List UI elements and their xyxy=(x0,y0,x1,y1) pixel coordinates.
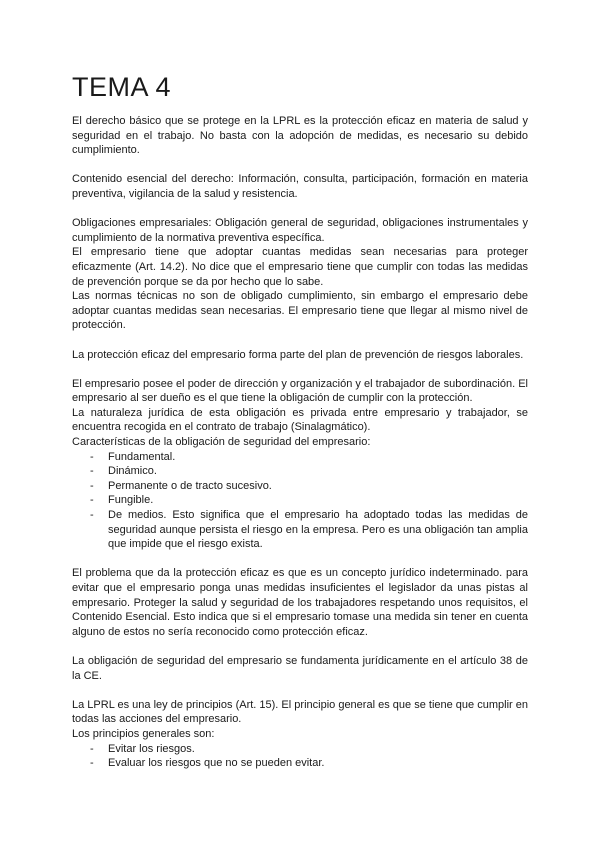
paragraph-normas-tecnicas: Las normas técnicas no son de obligado cumplimiento, sin embargo el empresario debe adoptar cuantas medidas sean necesarias. El empresario tiene que llegar al mismo nivel de protección. xyxy=(72,290,528,332)
dash-marker: - xyxy=(90,494,94,507)
dash-marker: - xyxy=(90,742,94,755)
paragraph-concepto-indeterminado: El problema que da la protección eficaz es que es un concepto jurídico indeterminado. para evitar que el empresario ponga unas medidas insuficientes el legislador da unas pistas al empresario. Proteger la salud y seguridad de los trabajadores respetando unos requisitos, el Contenido Esencial. Esto indica que si el empresario tomase una medida sin tener en cuenta alguno de estos no sería reconocido como protección eficaz. xyxy=(72,567,528,638)
paragraph-naturaleza-juridica: La naturaleza jurídica de esta obligación es privada entre empresario y trabajador, se encuentra recogida en el contrato de trabajo (Sinalagmático). xyxy=(72,406,528,434)
paragraph-poder-direccion: El empresario posee el poder de dirección y organización y el trabajador de subordinación. El empresario al ser dueño es el que tiene la obligación de cumplir con la protección. xyxy=(72,377,528,405)
spacer xyxy=(72,552,528,567)
paragraph-adoptar-medidas: El empresario tiene que adoptar cuantas medidas sean necesarias para proteger eficazmente (Art. 14.2). No dice que el empresario tiene que cumplir con todas las medidas de prevención porque se da por hecho que lo sabe. xyxy=(72,246,528,288)
list-item: - Fundamental. xyxy=(90,450,176,463)
paragraph-plan-prevencion: La protección eficaz del empresario forma parte del plan de prevención de riesgos laborales. xyxy=(72,348,524,361)
spacer xyxy=(72,639,528,654)
paragraph-ley-principios: La LPRL es una ley de principios (Art. 15). El principio general es que se tiene que cumplir en todas las acciones del empresario. xyxy=(72,698,528,726)
list-item: - Evaluar los riesgos que no se pueden evitar. xyxy=(90,757,325,770)
caracteristicas-list xyxy=(72,450,528,552)
document-page xyxy=(72,70,528,771)
paragraph-articulo-38: La obligación de seguridad del empresario se fundamenta jurídicamente en el artículo 38 de la CE. xyxy=(72,654,528,682)
page-title: TEMA 4 xyxy=(72,72,172,102)
paragraph-principios-heading: Los principios generales son: xyxy=(72,727,215,740)
spacer xyxy=(72,683,528,698)
list-item: - Fungible. xyxy=(90,494,154,507)
paragraph-caracteristicas-heading: Características de la obligación de seguridad del empresario: xyxy=(72,436,371,449)
spacer xyxy=(72,333,528,348)
dash-marker: - xyxy=(90,757,94,770)
dash-marker: - xyxy=(90,465,94,478)
spacer xyxy=(72,362,528,377)
paragraph-contenido-esencial: Contenido esencial del derecho: Información, consulta, participación, formación en materia preventiva, vigilancia de la salud y resistencia. xyxy=(72,173,528,200)
dash-marker: - xyxy=(90,479,94,492)
principios-list xyxy=(72,742,528,771)
spacer xyxy=(72,158,528,173)
paragraph-intro: El derecho básico que se protege en la LPRL es la protección eficaz en materia de salud y seguridad en el trabajo. No basta con la adopción de medidas, es necesario su debido cumplimiento. xyxy=(72,115,528,157)
list-item: - Evitar los riesgos. xyxy=(90,742,195,755)
list-item: - De medios. Esto significa que el empresario ha adoptado todas las medidas de seguridad aunque persista el riesgo en la empresa. Pero es una obligación tan amplia que impide que el riesgo exista. xyxy=(90,509,528,551)
spacer xyxy=(72,202,528,217)
paragraph-obligaciones: Obligaciones empresariales: Obligación general de seguridad, obligaciones instrumentales y cumplimiento de la normativa preventiva específica. xyxy=(72,217,528,244)
list-item: - Dinámico. xyxy=(90,465,157,478)
list-item: - Permanente o de tracto sucesivo. xyxy=(90,479,272,492)
dash-marker: - xyxy=(90,450,94,463)
dash-marker: - xyxy=(90,509,94,522)
